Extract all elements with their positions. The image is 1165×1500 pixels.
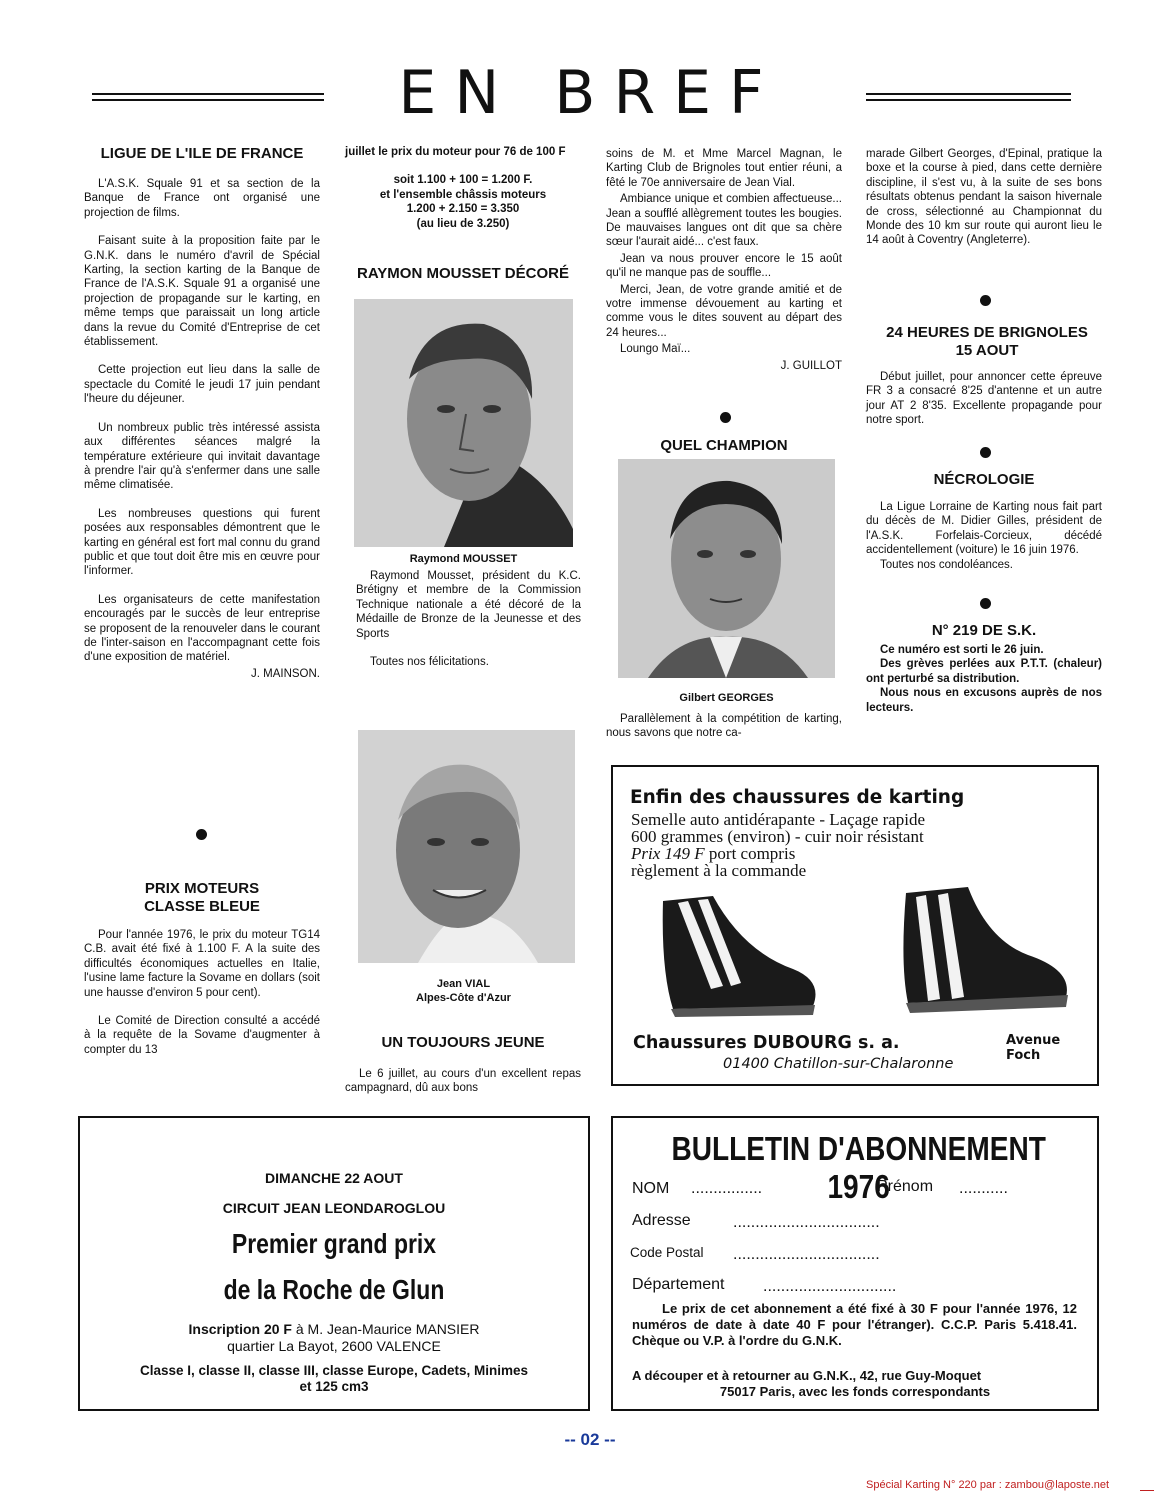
heading-no-219: N° 219 DE S.K. (931, 622, 1037, 639)
heading-raymon-mousset: RAYMON MOUSSET DÉCORÉ (357, 265, 569, 282)
paragraph: Ambiance unique et combien affectueuse... Jean a soufflé allègrement toutes les bougies. De mauvaises langues ont dit que sa chère sœur l'aurait aidé... c'est faux. (606, 193, 842, 249)
bulletin-return-text: A découper et à retourner au G.N.K., 42, rue Guy-Moquet (632, 1368, 982, 1383)
bulletin-adresse-label: Adresse (632, 1212, 691, 1229)
calc-line: soit 1.100 + 100 = 1.200 F. (393, 174, 533, 187)
paragraph: Toutes nos condoléances. (880, 558, 1013, 571)
bulletin-title: BULLETIN D'ABONNEMENT 1976 (671, 1130, 1046, 1205)
paragraph: Nous nous en excusons auprès de nos lecteurs. (866, 687, 1102, 714)
ad-chaussures-price: Prix 149 F (631, 844, 705, 863)
masthead-rule-right (866, 93, 1071, 101)
ad-chaussures-line: règlement à la commande (631, 861, 807, 880)
bulletin-return-city: 75017 Paris, avec les fonds correspondants (719, 1384, 991, 1399)
paragraph: juillet le prix du moteur pour 76 de 100 F (345, 146, 566, 158)
ad-chaussures-line: 600 grammes (environ) - cuir noir résistant (631, 827, 924, 846)
column-3 (606, 147, 842, 373)
paragraph: Un nombreux public très intéressé assista aux différentes séances malgré la température extérieure qui invitait davantage à prendre l'air qu'à s'enfermer dans une salle même climatisée. (84, 421, 320, 492)
bulletin-code-postal-dots: ................................. (733, 1246, 880, 1263)
paragraph: Jean va nous prouver encore le 15 août qu'il ne manque pas de souffle... (606, 252, 842, 280)
photo-raymond-mousset (354, 299, 573, 547)
ad-grand-prix-inscription (80, 1321, 588, 1355)
bullet-separator (196, 829, 207, 840)
ad-grand-prix-contact: à M. Jean-Maurice MANSIER (291, 1321, 480, 1337)
footer-rule (1140, 1490, 1154, 1491)
paragraph: Les nombreuses questions qui furent posées aux responsables démontrent que le karting en général est fort mal connu du grand public et que tout doit être mis en œuvre pour l'informer. (84, 507, 320, 578)
paragraph: Raymond Mousset, président du K.C. Brétigny et membre de la Commission Technique nationale a été décoré de la Médaille de Bronze de la Jeunesse et des Sports (356, 570, 581, 640)
ad-grand-prix-title-2: de la Roche de Glun (223, 1274, 445, 1305)
ad-chaussures-city: 01400 Chatillon-sur-Chalaronne (723, 1056, 954, 1072)
ad-chaussures-title: Enfin des chaussures de karting (630, 787, 965, 808)
paragraph: Les organisateurs de cette manifestation encouragés par le succès de leur entreprise se proposent de la renouveler dans le courant de l'inter-saison en l'accompagnant cette fois d'une exposition de matériel. (84, 593, 320, 664)
ad-grand-prix-title-1: Premier grand prix (231, 1228, 437, 1259)
ad-chaussures-street: Avenue Foch (1006, 1033, 1061, 1063)
bulletin-nom-label: NOM (632, 1180, 670, 1197)
bulletin-departement-label: Département (632, 1276, 725, 1293)
paragraph: Des grèves perlées aux P.T.T. (chaleur) ont perturbé sa distribution. (866, 658, 1102, 685)
ad-grand-prix-classes-line: et 125 cm3 (299, 1379, 369, 1394)
column-2 (345, 145, 581, 231)
heading-necrologie: NÉCROLOGIE (933, 471, 1035, 488)
paragraph: Ce numéro est sorti le 26 juin. (880, 644, 1044, 656)
signature-guillot: J. GUILLOT (780, 359, 842, 372)
masthead-rule-left (92, 93, 324, 101)
ad-grand-prix-fee: Inscription 20 F (188, 1321, 292, 1337)
shoe-high-image (888, 885, 1073, 1015)
ad-grand-prix-classes (80, 1363, 588, 1395)
photo-jean-vial (358, 730, 575, 963)
ad-chaussures-line: Semelle auto antidérapante - Laçage rapide (631, 810, 926, 829)
ad-chaussures (611, 765, 1099, 1086)
caption-gilbert-georges: Gilbert GEORGES (679, 692, 774, 704)
column-2-end (345, 1067, 581, 1110)
caption-jean-vial-region: Alpes-Côte d'Azur (416, 992, 511, 1004)
heading-prix-moteurs: PRIX MOTEURS CLASSE BLEUE (144, 880, 260, 915)
column-1 (84, 145, 320, 681)
bullet-separator (980, 598, 991, 609)
ad-chaussures-text (631, 811, 925, 879)
paragraph: soins de M. et Mme Marcel Magnan, le Karting Club de Brignoles tout entier réuni, a fêté le 70e anniversaire de Jean Vial. (606, 148, 842, 189)
ad-chaussures-company: Chaussures DUBOURG s. a. (633, 1033, 900, 1053)
paragraph: La Ligue Lorraine de Karting nous fait part du décès de M. Didier Gilles, président de l'A.S.K. Forfelais-Corcieux, décédé accidentellement (voiture) le 16 juin 1976. (866, 501, 1102, 557)
calc-line: (au lieu de 3.250) (416, 217, 510, 230)
ad-grand-prix (78, 1116, 590, 1411)
bulletin-abonnement (611, 1116, 1099, 1411)
signature-mainson: J. MAINSON. (250, 667, 320, 680)
bullet-separator (980, 295, 991, 306)
bulletin-adresse-dots: ................................. (733, 1214, 880, 1231)
masthead-title: EN BREF (398, 58, 782, 128)
paragraph: Cette projection eut lieu dans la salle de spectacle du Comité le jeudi 17 juin pendant l'heure du déjeuner. (84, 364, 320, 406)
ad-grand-prix-inscription-line (80, 1321, 588, 1338)
photo-gilbert-georges (618, 459, 835, 678)
ad-grand-prix-date: DIMANCHE 22 AOUT (265, 1170, 403, 1186)
paragraph: marade Gilbert Georges, d'Epinal, pratique la boxe et la course à pied, dans cette dernière discipline, il s'est vu, à la suite de ses bons résultats obtenus pendant la saison hivernale de cross, sélectionné au Championnat du Monde des 10 km sur route qui auront lieu le 14 août à Coventry (Angleterre). (866, 148, 1102, 247)
paragraph: Parallèlement à la compétition de karting, nous savons que notre ca- (606, 713, 842, 740)
ad-grand-prix-circuit: CIRCUIT JEAN LEONDAROGLOU (222, 1200, 446, 1216)
column-4 (866, 147, 1102, 248)
bulletin-price-text: Le prix de cet abonnement a été fixé à 30 F pour l'année 1976, 12 numéros de date à date 40 F pour l'étranger). C.C.P. Paris 5.418.41. Chèque ou V.P. à l'ordre du G.N.K. (632, 1301, 1077, 1348)
footer-credit: Spécial Karting N° 220 par : zambou@laposte.net (866, 1479, 1110, 1491)
column-4-b (866, 370, 1102, 428)
column-2-mid (356, 569, 581, 683)
calc-line: 1.200 + 2.150 = 3.350 (406, 203, 520, 216)
paragraph: Loungo Maï... (620, 343, 691, 356)
heading-toujours-jeune: UN TOUJOURS JEUNE (381, 1034, 545, 1051)
paragraph: L'A.S.K. Squale 91 et sa section de la Banque de France ont organisé une projection de films. (84, 178, 320, 219)
heading-24-heures: 24 HEURES DE BRIGNOLES 15 AOUT (886, 324, 1088, 359)
column-4-d (866, 643, 1102, 715)
calc-line: et l'ensemble châssis moteurs (379, 188, 547, 201)
bulletin-nom-dots: ................ (691, 1180, 763, 1197)
paragraph: Faisant suite à la proposition faite par le G.N.K. dans le numéro d'avril de Spécial Karting, la section karting de la Banque de France de l'A.S.K. Squale 91 a organisé une projection de propagande sur le karting, en même temps que paraissait un long article dans la revue du Comité d'Entreprise de cet établissement. (84, 235, 320, 349)
ad-chaussures-price-note: port compris (704, 844, 796, 863)
bullet-separator (720, 412, 731, 423)
bullet-separator (980, 447, 991, 458)
paragraph: Toutes nos félicitations. (370, 656, 489, 669)
caption-raymond-mousset: Raymond MOUSSET (409, 553, 518, 565)
bulletin-departement-dots: .............................. (763, 1278, 897, 1295)
ad-chaussures-line (631, 845, 925, 862)
heading-ligue-ile-de-france: LIGUE DE L'ILE DE FRANCE (100, 145, 304, 162)
paragraph: Le Comité de Direction consulté a accédé à la requête de la Sovame d'augmenter à compter du 13 (84, 1015, 320, 1056)
shoe-low-image (653, 891, 823, 1021)
paragraph: Début juillet, pour annoncer cette épreuve FR 3 a consacré 8'25 d'antenne et un autre jour AT 2 8'35. Excellente propagande pour notre sport. (866, 371, 1102, 427)
paragraph: Le 6 juillet, au cours d'un excellent repas campagnard, dû aux bons (345, 1068, 581, 1095)
column-3-end (606, 712, 842, 755)
caption-jean-vial-name: Jean VIAL (436, 978, 491, 990)
ad-grand-prix-address: quartier La Bayot, 2600 VALENCE (227, 1338, 441, 1354)
page-number: -- 02 -- (564, 1430, 616, 1449)
column-1-lower (84, 880, 320, 1071)
caption-jean-vial (355, 977, 572, 1005)
bulletin-code-postal-label: Code Postal (630, 1245, 704, 1260)
heading-quel-champion: QUEL CHAMPION (660, 437, 788, 454)
column-4-c (866, 500, 1102, 572)
bulletin-prenom-dots: ........... (959, 1180, 1008, 1197)
paragraph: Merci, Jean, de votre grande amitié et de votre immense dévouement au karting et comme vous le dites souvent au départ des 24 heures... (606, 283, 842, 339)
bulletin-prenom-label: Prénom (877, 1178, 934, 1195)
paragraph: Pour l'année 1976, le prix du moteur TG14 C.B. avait été fixé à 1.100 F. A la suite des difficultés économiques actuelles en Italie, l'usine lame facture la Sovame en dollars (soit une hausse d'environ 5 pour cent). (84, 929, 320, 999)
ad-grand-prix-classes-line: Classe I, classe II, classe III, classe Europe, Cadets, Minimes (140, 1363, 528, 1378)
